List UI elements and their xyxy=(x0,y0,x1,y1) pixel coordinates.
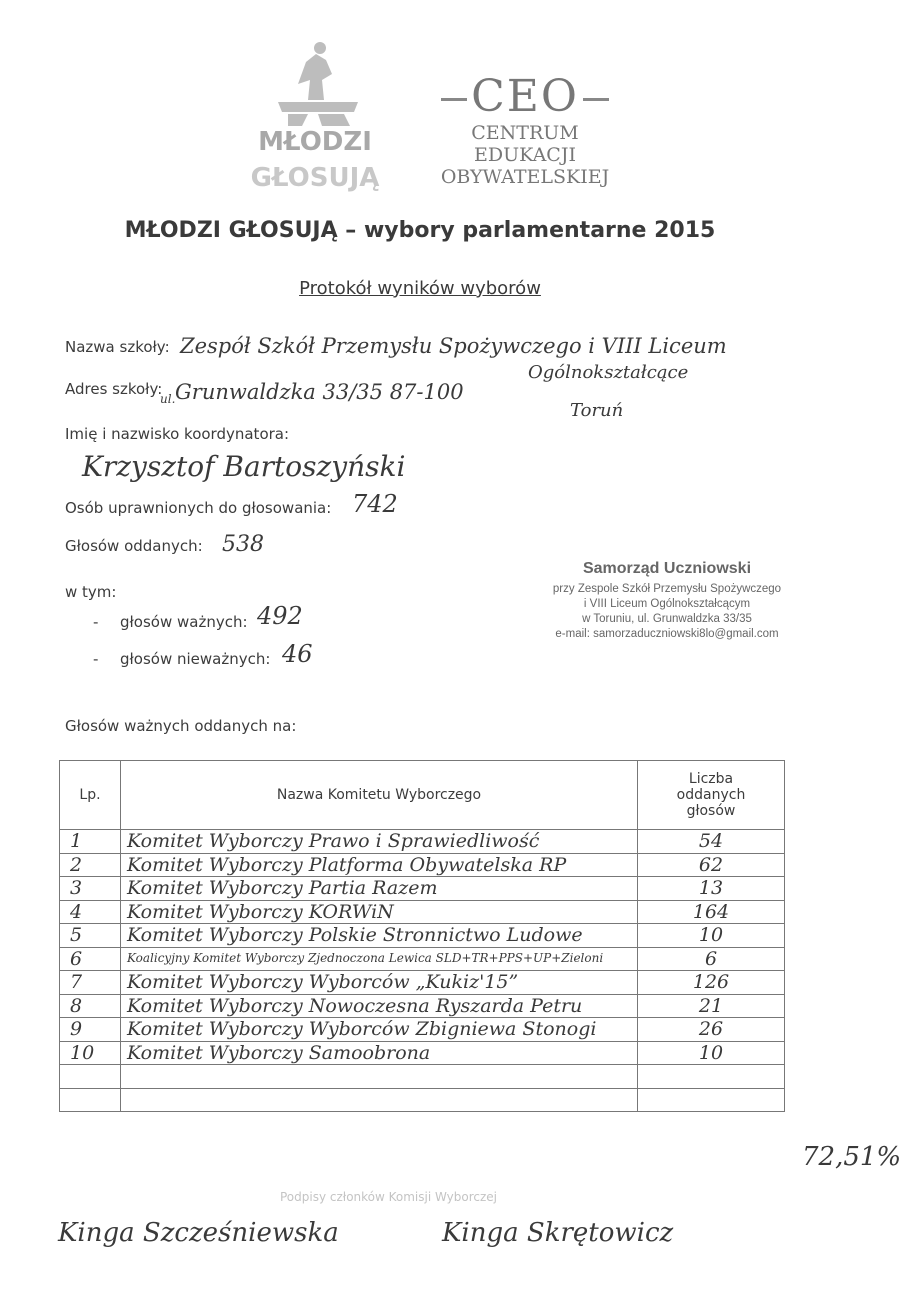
document-title: MŁODZI GŁOSUJĄ – wybory parlamentarne 2015 xyxy=(124,218,716,243)
row-lp: 5 xyxy=(60,924,121,948)
cast-label: Głosów oddanych: xyxy=(65,537,203,555)
eligible-value: 742 xyxy=(352,490,398,518)
logo-text-line1: MŁODZI xyxy=(258,127,372,157)
coordinator-label: Imię i nazwisko koordynatora: xyxy=(65,425,290,443)
table-row xyxy=(60,853,785,877)
coordinator-value: Krzysztof Bartoszyński xyxy=(82,450,406,483)
table-row xyxy=(60,994,785,1018)
row-votes: 54 xyxy=(638,830,785,854)
row-votes: 26 xyxy=(638,1018,785,1042)
row-votes: 10 xyxy=(638,924,785,948)
valid-value: 492 xyxy=(257,602,303,630)
school-name-label: Nazwa szkoły: xyxy=(65,338,170,356)
invalid-value: 46 xyxy=(282,640,313,668)
table-row xyxy=(60,924,785,948)
row-committee: Komitet Wyborczy KORWiN xyxy=(121,900,638,924)
row-votes: 13 xyxy=(638,877,785,901)
ceo-line1: CENTRUM EDUKACJI xyxy=(471,122,579,166)
row-committee: Komitet Wyborczy Samoobrona xyxy=(121,1041,638,1065)
results-table xyxy=(59,760,785,1112)
row-committee: Komitet Wyborczy Nowoczesna Ryszarda Petru xyxy=(121,994,638,1018)
row-lp: 8 xyxy=(60,994,121,1018)
table-row xyxy=(60,1065,785,1089)
row-votes: 6 xyxy=(638,947,785,971)
valid-label: głosów ważnych: xyxy=(120,613,248,631)
stamp-line1: przy Zespole Szkół Przemysłu Spożywczego xyxy=(552,583,782,595)
table-row xyxy=(60,877,785,901)
row-committee: Komitet Wyborczy Prawo i Sprawiedliwość xyxy=(121,830,638,854)
row-lp: 9 xyxy=(60,1018,121,1042)
row-lp xyxy=(60,1065,121,1089)
table-row xyxy=(60,971,785,995)
table-row xyxy=(60,1018,785,1042)
school-address-value: Grunwaldzka 33/35 87-100 xyxy=(175,380,464,404)
school-name-value: Zespół Szkół Przemysłu Spożywczego i VIII Liceum xyxy=(180,334,727,358)
ceo-logo xyxy=(420,72,630,188)
table-row xyxy=(60,900,785,924)
mlodzi-glosuja-logo xyxy=(250,40,380,200)
row-lp: 1 xyxy=(60,830,121,854)
row-committee: Komitet Wyborczy Partia Razem xyxy=(121,877,638,901)
row-committee: Komitet Wyborczy Polskie Stronnictwo Ludowe xyxy=(121,924,638,948)
stamp-line3: w Toruniu, ul. Grunwaldzka 33/35 xyxy=(582,613,752,625)
including-label: w tym: xyxy=(65,583,117,601)
row-lp: 7 xyxy=(60,971,121,995)
table-intro: Głosów ważnych oddanych na: xyxy=(65,717,297,735)
row-lp: 4 xyxy=(60,900,121,924)
table-row xyxy=(60,830,785,854)
row-votes: 21 xyxy=(638,994,785,1018)
row-votes: 126 xyxy=(638,971,785,995)
table-row xyxy=(60,1041,785,1065)
signatures-heading: Podpisy członków Komisji Wyborczej xyxy=(280,1190,498,1204)
row-lp: 3 xyxy=(60,877,121,901)
header-committee: Nazwa Komitetu Wyborczego xyxy=(121,761,638,830)
row-votes xyxy=(638,1065,785,1089)
school-stamp xyxy=(532,560,802,642)
stamp-title: Samorząd Uczniowski xyxy=(582,560,752,577)
row-votes: 62 xyxy=(638,853,785,877)
document-subtitle: Protokół wyników wyborów xyxy=(299,278,541,299)
ceo-mark-text: CEO xyxy=(471,71,579,122)
school-name-value-continued: Ogólnokształcące xyxy=(528,362,689,383)
header-votes: Liczba oddanych głosów xyxy=(638,761,785,830)
signature-1: Kinga Szcześniewska xyxy=(58,1218,339,1248)
eligible-label: Osób uprawnionych do głosowania: xyxy=(65,499,332,517)
row-lp: 10 xyxy=(60,1041,121,1065)
row-lp xyxy=(60,1088,121,1112)
row-committee xyxy=(121,1065,638,1089)
stamp-line2: i VIII Liceum Ogólnokształcącym xyxy=(583,598,751,610)
logo-text-line2: GŁOSUJĄ xyxy=(250,163,380,193)
school-address-prefix: ul. xyxy=(160,392,176,406)
school-address-label: Adres szkoły: xyxy=(65,380,163,398)
invalid-label: głosów nieważnych: xyxy=(120,650,271,668)
stamp-line4: e-mail: samorzaduczniowski8lo@gmail.com xyxy=(555,628,779,640)
table-header-row xyxy=(60,761,785,830)
header-lp: Lp. xyxy=(60,761,121,830)
row-committee: Komitet Wyborczy Wyborców Zbigniewa Stonogi xyxy=(121,1018,638,1042)
table-row xyxy=(60,1088,785,1112)
table-row xyxy=(60,947,785,971)
row-lp: 2 xyxy=(60,853,121,877)
row-committee: Komitet Wyborczy Platforma Obywatelska RP xyxy=(121,853,638,877)
row-committee: Koalicyjny Komitet Wyborczy Zjednoczona Lewica SLD+TR+PPS+UP+Zieloni xyxy=(121,947,638,971)
row-committee xyxy=(121,1088,638,1112)
row-committee: Komitet Wyborczy Wyborców „Kukiz'15” xyxy=(121,971,638,995)
ceo-line2: OBYWATELSKIEJ xyxy=(440,166,610,188)
row-lp: 6 xyxy=(60,947,121,971)
row-votes: 10 xyxy=(638,1041,785,1065)
turnout-note: 72,51% xyxy=(802,1142,901,1172)
cast-value: 538 xyxy=(222,532,264,557)
row-votes xyxy=(638,1088,785,1112)
signature-2: Kinga Skrętowicz xyxy=(442,1218,674,1248)
school-address-city: Toruń xyxy=(570,400,624,421)
row-votes: 164 xyxy=(638,900,785,924)
